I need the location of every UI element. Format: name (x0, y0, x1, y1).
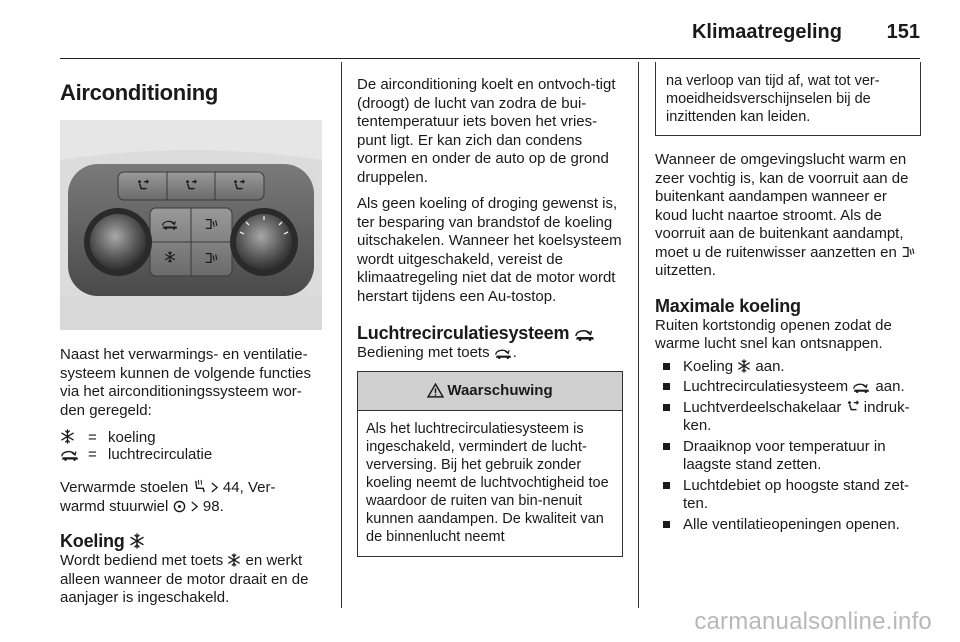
heated-steering-wheel-icon (173, 500, 186, 513)
snowflake-icon (60, 429, 75, 444)
section-heading-recirculation: Luchtrecirculatiesysteem (357, 322, 623, 344)
function-definitions (60, 429, 326, 463)
warning-header: Waarschuwing (358, 372, 622, 411)
koeling-paragraph: Wordt bediend met toets en werkt alleen wanneer de motor draait en de aanjager is ingeschakeld. (60, 552, 309, 606)
bullet (663, 521, 670, 528)
paragraph-fuel-saving: Als geen koeling of droging gewenst is, ter besparing van brandstof de koeling uitschakelen. Wanneer het koelsysteem wordt uitgeschakeld, vereist de klimaatregeling niet dat de motor wordt herstart tijdens een Au-tostop. (357, 195, 622, 305)
site-watermark: carmanualsonline.info (694, 608, 932, 635)
column-2 (357, 62, 623, 608)
section-heading-max-cooling: Maximale koeling (655, 295, 801, 316)
page-number: 151 (886, 21, 920, 43)
column-1 (60, 62, 326, 608)
paragraph-fogging: Wanneer de omgevingslucht warm en zeer vochtig is, kan de voorruit aan de buitenkant aandampen wanneer er koud lucht naartoe stroomt. Als de voorruit aan de buitenkant aandampt, moet u de ruitenwisser aanzetten en uitzetten. (655, 151, 921, 281)
section-heading-koeling: Koeling (60, 530, 326, 552)
warning-box (357, 371, 623, 557)
page-reference[interactable]: 98. (202, 497, 224, 515)
equals-sign: = (88, 446, 97, 463)
page-header (0, 0, 960, 60)
bullet (663, 363, 670, 370)
page-reference-icon (190, 500, 199, 513)
snowflake-icon (129, 533, 145, 549)
definition-label: luchtrecirculatie (108, 446, 213, 463)
bullet (663, 404, 670, 411)
paragraph-dehumidify: De airconditioning koelt en ontvoch-tigt (droogt) de lucht van zodra de bui-tentemperatuur iets boven het vries-punt ligt. Er kan zich dan condens vormen en onder de auto op de grond druppelen. (357, 76, 616, 186)
column-divider-left (341, 62, 342, 608)
windshield-wiper-icon (901, 245, 915, 259)
chapter-title: Klimaatregeling (691, 21, 842, 43)
list-item: Luchtrecirculatiesysteem aan. (655, 378, 921, 397)
snowflake-icon (227, 553, 241, 567)
list-item: Koeling aan. (655, 358, 921, 377)
list-item: Alle ventilatieopeningen openen. (655, 516, 921, 535)
section-heading-airconditioning: Airconditioning (60, 80, 219, 105)
header-divider (60, 58, 920, 59)
equals-sign: = (88, 429, 97, 446)
max-cooling-intro: Ruiten kortstondig openen zodat de warme lucht snel kan ontsnappen. (655, 316, 892, 352)
list-item: Luchtverdeelschakelaar indruk-ken. (655, 399, 921, 436)
warning-triangle-icon (427, 383, 444, 398)
column-3 (655, 62, 921, 608)
intro-paragraph: Naast het verwarmings- en ventilatie-systeem kunnen de volgende functies via het airconditioningssysteem wor-den geregeld: (60, 346, 311, 419)
definition-row (60, 446, 326, 463)
recirculation-icon (60, 448, 80, 461)
definition-label: koeling (108, 429, 156, 446)
air-distribution-icon (846, 400, 860, 414)
heated-seat-icon (193, 479, 206, 494)
warning-text-continued: na verloop van tijd af, wat tot ver-moeidheidsverschijnselen bij de inzittenden kan leiden. (666, 73, 880, 125)
recirculation-icon (494, 347, 513, 359)
page-reference[interactable]: 44 (222, 479, 240, 496)
snowflake-icon (737, 359, 751, 373)
warning-text: Als het luchtrecirculatiesysteem is ingeschakeld, vermindert de lucht-verversing. Bij het gebruik zonder koeling neemt de luchtvochtigheid toe waardoor de ruiten van bin-nenuit kunnen aandampen. De kwaliteit van de binnenlucht neemt (366, 420, 609, 545)
climate-control-panel-image (60, 120, 322, 330)
max-cooling-steps (655, 358, 921, 535)
related-features-paragraph: Verwarmde stoelen 44, Ver- warmd stuurwiel 98. (60, 479, 276, 515)
bullet (663, 482, 670, 489)
recirculation-paragraph: Bediening met toets . (357, 344, 517, 361)
bullet (663, 383, 670, 390)
bullet (663, 443, 670, 450)
warning-box-continued (655, 62, 921, 136)
recirculation-icon (574, 327, 596, 341)
page-reference-icon (210, 481, 219, 494)
recirculation-icon (852, 381, 871, 393)
list-item: Draaiknop voor temperatuur in laagste stand zetten. (655, 438, 921, 475)
column-divider-right (638, 62, 639, 608)
warning-body (358, 411, 622, 556)
definition-row (60, 429, 326, 446)
list-item: Luchtdebiet op hoogste stand zet-ten. (655, 477, 921, 514)
